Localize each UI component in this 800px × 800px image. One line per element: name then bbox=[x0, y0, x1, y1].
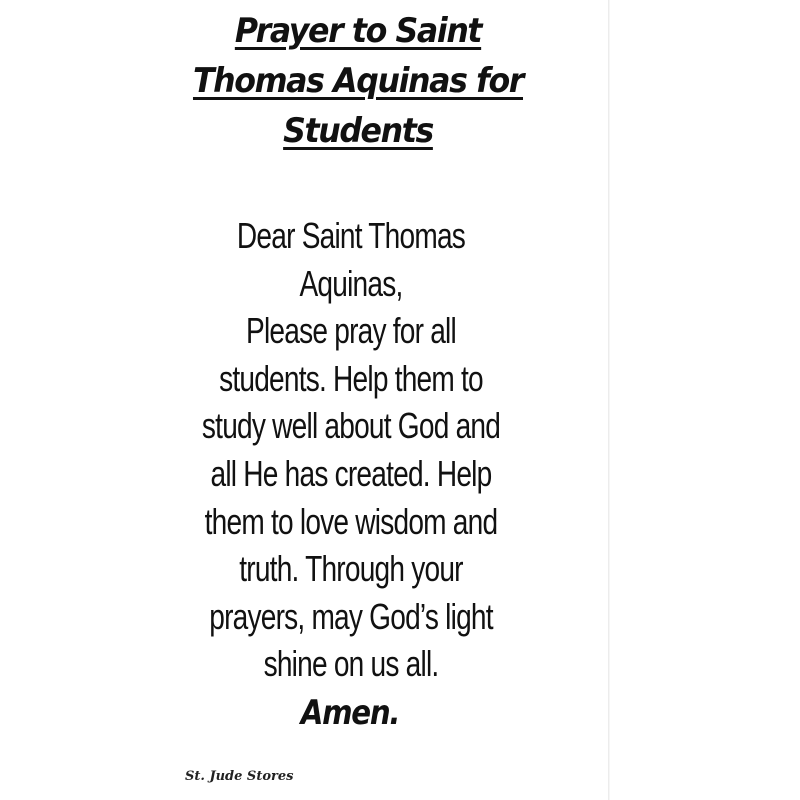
body-line: Dear Saint Thomas bbox=[236, 215, 466, 256]
body-line: shine on us all. bbox=[263, 643, 439, 685]
prayer-body bbox=[77, 212, 625, 688]
publisher-credit: St. Jude Stores bbox=[185, 769, 294, 784]
closing-amen: Amen. bbox=[300, 693, 400, 733]
body-line: Aquinas, bbox=[299, 262, 403, 304]
body-line: study well about God and bbox=[201, 405, 501, 447]
body-line: prayers, may God’s light bbox=[209, 595, 493, 637]
title-line: Thomas Aquinas for bbox=[192, 61, 524, 101]
title-line: Students bbox=[283, 111, 433, 151]
body-line: Please pray for all bbox=[246, 310, 456, 352]
body-line: all He has created. Help bbox=[210, 452, 492, 494]
body-line: students. Help them to bbox=[219, 357, 483, 399]
prayer-title bbox=[25, 6, 691, 156]
body-line: them to love wisdom and bbox=[204, 500, 498, 542]
body-line: truth. Through your bbox=[239, 548, 463, 590]
title-line: Prayer to Saint bbox=[234, 11, 482, 51]
